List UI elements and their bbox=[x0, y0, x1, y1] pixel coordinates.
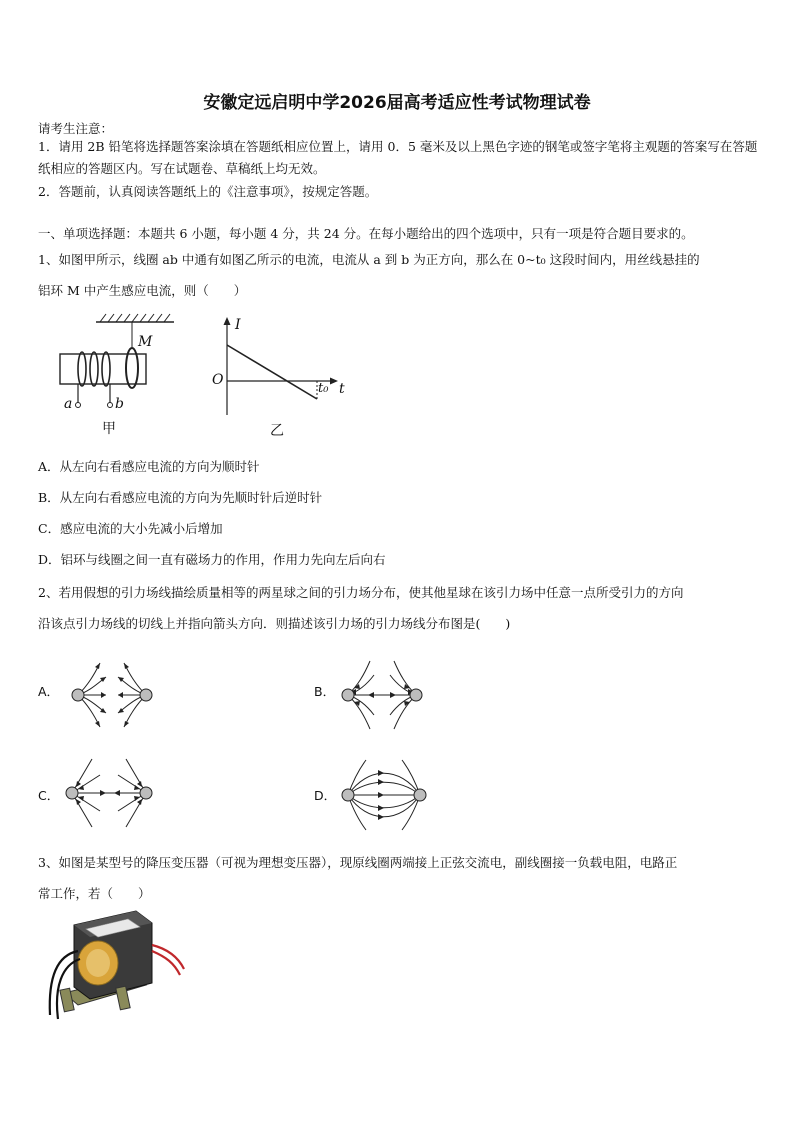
q2-stem-line1: 2、若用假想的引力场线描绘质量相等的两星球之间的引力场分布，使其他星球在该引力场中任意一点所受引力的方向 bbox=[38, 585, 684, 600]
q2-field-diagram-a[interactable] bbox=[70, 655, 155, 735]
figure-jia-coil bbox=[50, 310, 190, 435]
label-axis-I: I bbox=[235, 317, 241, 333]
q2-field-diagram-c[interactable] bbox=[62, 755, 157, 835]
q1-stem-line2: 铝环 M 中产生感应电流，则（ ） bbox=[38, 283, 247, 298]
q1-stem-line1: 1、如图甲所示，线圈 ab 中通有如图乙所示的电流，电流从 a 到 b 为正方向，那么在 0~t₀ 这段时间内，用丝线悬挂的 bbox=[38, 252, 700, 267]
label-ring-M: M bbox=[138, 334, 153, 350]
q1-option-c[interactable]: C．感应电流的大小先减小后增加 bbox=[38, 521, 223, 536]
q2-option-d-label[interactable]: D． bbox=[314, 788, 337, 803]
q1-option-a[interactable]: A．从左向右看感应电流的方向为顺时针 bbox=[38, 459, 260, 474]
q3-stem-line1: 3、如图是某型号的降压变压器（可视为理想变压器），现原线圈两端接上正弦交流电，副线圈接一负载电阻，电路正 bbox=[38, 855, 678, 870]
label-axis-t: t bbox=[339, 381, 345, 397]
label-origin-O: O bbox=[212, 372, 224, 388]
q2-field-diagram-d[interactable] bbox=[338, 758, 430, 832]
caption-yi: 乙 bbox=[270, 423, 284, 439]
figure-yi-current-graph bbox=[210, 315, 350, 420]
label-terminal-a: a bbox=[64, 396, 73, 412]
notice-item-2: 2．答题前，认真阅读答题纸上的《注意事项》，按规定答题。 bbox=[38, 184, 378, 199]
q2-option-c-label[interactable]: C． bbox=[38, 788, 60, 803]
q2-option-a-label[interactable]: A． bbox=[38, 684, 60, 699]
q1-option-d[interactable]: D．铝环与线圈之间一直有磁场力的作用，作用力先向左后向右 bbox=[38, 552, 386, 567]
q2-option-b-label[interactable]: B． bbox=[314, 684, 336, 699]
transformer-photo bbox=[38, 905, 188, 1025]
section-heading: 一、单项选择题：本题共 6 小题，每小题 4 分，共 24 分。在每小题给出的四个选项中，只有一项是符合题目要求的。 bbox=[38, 226, 694, 241]
notice-item-1: 1．请用 2B 铅笔将选择题答案涂填在答题纸相应位置上，请用 0．5 毫米及以上黑色字迹的钢笔或签字笔将主观题的答案写在答题纸相应的答题区内。写在试题卷、草稿纸上均无效。 bbox=[38, 139, 758, 176]
label-terminal-b: b bbox=[115, 396, 124, 412]
q1-option-b[interactable]: B．从左向右看感应电流的方向为先顺时针后逆时针 bbox=[38, 490, 323, 505]
label-t0: t₀ bbox=[318, 381, 329, 396]
page-title: 安徽定远启明中学2026届高考适应性考试物理试卷 bbox=[203, 93, 591, 113]
q2-field-diagram-b[interactable] bbox=[340, 655, 425, 735]
q3-stem-line2: 常工作，若（ ） bbox=[38, 886, 151, 901]
q2-stem-line2: 沿该点引力场线的切线上并指向箭头方向．则描述该引力场的引力场线分布图是( ) bbox=[38, 616, 511, 631]
caption-jia: 甲 bbox=[102, 421, 116, 437]
notice-heading: 请考生注意： bbox=[38, 121, 114, 136]
